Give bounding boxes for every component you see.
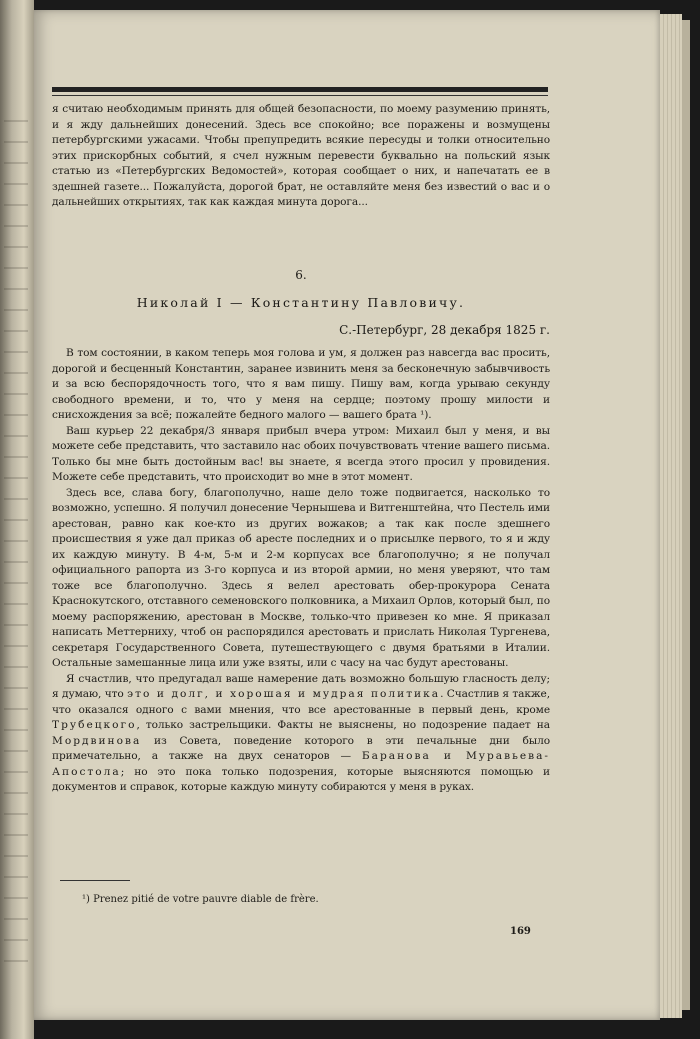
paragraph-1: В том состоянии, в каком теперь моя голова и ум, я должен раз навсегда вас просить, дорогой и бесценный Константин, заранее извинить меня за бесконечную забывчивость и за всю беспорядочность того, что я вам пишу. Пишу вам, когда урываю секунду свободного времени, и то, что у меня на сердце; поэтому прошу милости и снисхождения за всё; пожалейте бедного малого — вашего брата ¹). [52, 347, 550, 421]
paragraph-4-part-2: . Счастлив я также, что оказался одного с вами мнения, что все арестованные в первый день, кроме [52, 688, 550, 716]
letter-dateline: С.-Петербург, 28 декабря 1825 г. [339, 323, 550, 337]
paragraph-4-part-5: ; но это пока только подозрения, которые выясняются помощью и документов и справок, которые каждую минуту собираются у меня в руках. [52, 765, 550, 793]
paragraph-4-part-3: , только застрельщики. Факты не выяснены, но подозрение падает на [136, 719, 550, 731]
emphasis-senators: Баранова и Муравьева-Апостола [52, 750, 550, 778]
emphasis-mordvinov: Мордвинова [52, 734, 142, 747]
page-number: 169 [510, 926, 531, 937]
emphasis-trubetskoy: Трубецкого [52, 719, 137, 731]
paragraph-3: Здесь все, слава богу, благополучно, наше дело тоже подвигается, насколько то возможно, успешно. Я получил донесение Чернышева и Витгенштейна, что Пестель ими арестован, равно как кое-кто из других вожаков; а так как после здешнего происшествия я уже дал приказ об аресте последних и о присылке первого, то я и жду их каждую минуту. В 4-м, 5-м и 2-м корпусах все благополучно; я не получал официального рапорта из 3-го корпуса и из второй армии, но меня уверяют, что там тоже все благополучно. Здесь я велел арестовать обер-прокурора Сената Краснокутского, отставного семеновского полковника, а Михаил Орлов, который был, по моему распоряжению, арестован в Москве, только-что привезен ко мне. Я приказал написать Меттерниху, чтоб он распорядился арестовать и прислать Николая Тургенева, секретаря Государственного Совета, путешествующего с двумя братьями в Италии. Остальные замешанные лица или уже взяты, или с часу на час будут арестованы. [52, 486, 550, 669]
intro-paragraph: я считаю необходимым принять для общей безопасности, по моему разумению принять, и я жду дальнейших донесений. Здесь все спокойно; все поражены и возмущены петербургскими ужасами. Чтобы препупредить всякие пересуды и толки относительно этих прискорбных событий, я счел нужным перевести буквально на польский язык статью из «Петербургских Ведомостей», которая сообщает о них, и напечатать ее в здешней газете... Пожалуйста, дорогой брат, не оставляйте меня без известий о вас и о дальнейших открытиях, так как каждая минута дорога... [52, 103, 550, 208]
header-rule-thin [52, 95, 548, 96]
spine-facing-page-edge [4, 120, 28, 980]
paragraph-4 [52, 672, 550, 796]
footnote: ¹) Prenez pitié de votre pauvre diable de frère. [82, 894, 319, 905]
header-rule-thick [52, 87, 548, 92]
cover-edge [682, 20, 690, 1010]
footnote-rule [60, 880, 130, 881]
book-spine [0, 0, 34, 1039]
page-stack-edge [660, 14, 682, 1018]
letter-number: 6. [295, 268, 307, 282]
paragraph-4-part-1: Я счастлив, что предугадал ваше намерение дать возможно большую гласность делу; я думаю, что [52, 672, 550, 700]
intro-text-block [52, 102, 550, 211]
letter-heading: Николай I — Константину Павловичу. [136, 295, 466, 310]
book-page [34, 10, 660, 1020]
letter-body [52, 346, 550, 796]
paragraph-2: Ваш курьер 22 декабря/3 января прибыл вчера утром: Михаил был у меня, и вы можете себе представить, что заставило нас обоих почувствовать чтение вашего письма. Только бы мне быть достойным вас! вы знаете, я всегда этого просил у провидения. Можете себе представить, что происходит во мне в этот момент. [52, 424, 550, 483]
paragraph-4-part-4: из Совета, поведение которого в эти печальные дни было примечательно, а также на двух сенаторов — [52, 734, 550, 762]
emphasis-policy: это и долг, и хорошая и мудрая политика [127, 688, 441, 700]
